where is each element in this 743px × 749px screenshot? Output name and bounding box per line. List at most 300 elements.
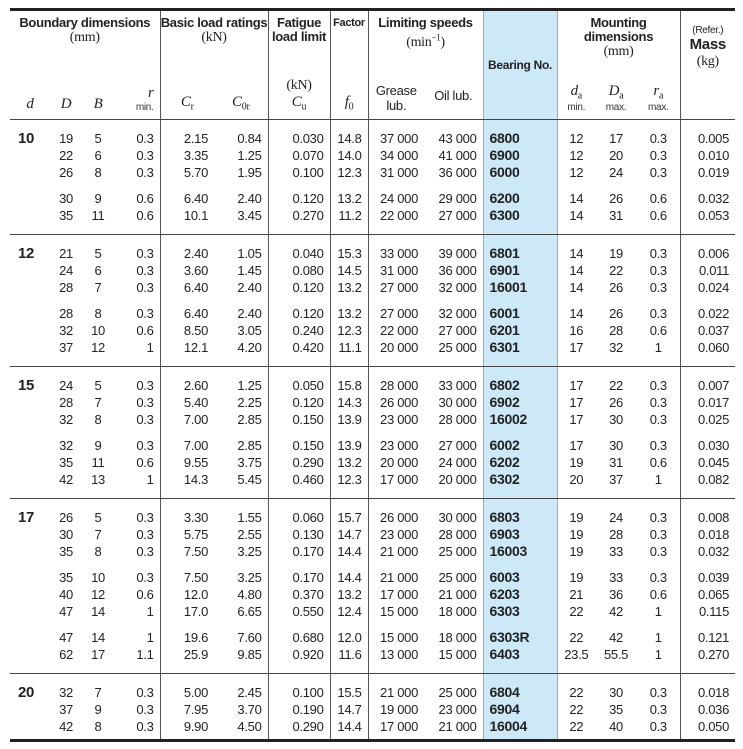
cell-Da: 26 bbox=[609, 191, 623, 206]
spacer-cell bbox=[114, 235, 160, 246]
cell-ra: 1 bbox=[654, 647, 662, 662]
speeds-unit-sup: −1 bbox=[431, 32, 441, 42]
spacer-cell bbox=[637, 663, 680, 674]
spacer-cell bbox=[368, 367, 424, 378]
spacer-cell bbox=[595, 296, 637, 305]
cell-da: 14 bbox=[569, 246, 584, 261]
spacer-cell bbox=[330, 296, 368, 305]
spacer-cell bbox=[595, 674, 637, 685]
cell-oil-speed: 27 000 bbox=[438, 208, 477, 223]
spacer-cell bbox=[680, 120, 735, 131]
spacer-cell bbox=[330, 224, 368, 235]
oil-label: Oil lub. bbox=[434, 88, 473, 103]
cell-oil-speed: 36 000 bbox=[438, 165, 477, 180]
cell-c0r: 4.20 bbox=[237, 340, 262, 355]
cell-cu: 0.550 bbox=[268, 603, 330, 620]
cell-cu: 0.170 bbox=[268, 543, 330, 560]
cell-cu: 0.270 bbox=[268, 207, 330, 224]
cell-Da: 33 bbox=[609, 570, 623, 585]
cell-r: 0.3 bbox=[136, 544, 154, 559]
spacer-cell bbox=[483, 735, 557, 741]
cell-f0: 13.2 bbox=[330, 454, 368, 471]
cell-grease-speed: 22 000 bbox=[368, 207, 424, 224]
cell-c0r: 3.75 bbox=[237, 455, 262, 470]
cell-mass: 0.270 bbox=[680, 646, 735, 663]
table-row bbox=[10, 586, 735, 603]
cell-mass: 0.050 bbox=[680, 718, 735, 735]
spacer-cell bbox=[82, 181, 114, 190]
spacer-cell bbox=[50, 674, 82, 685]
spacer-cell bbox=[557, 296, 595, 305]
cell-D: 21 bbox=[59, 246, 73, 261]
cell-oil-speed: 28 000 bbox=[438, 412, 477, 427]
cell-oil-speed: 24 000 bbox=[438, 455, 477, 470]
cell-c0r: 2.40 bbox=[237, 191, 262, 206]
col-cu bbox=[268, 59, 330, 120]
spacer-cell bbox=[595, 181, 637, 190]
spacer-cell bbox=[10, 296, 50, 305]
cell-ra: 0.3 bbox=[649, 412, 667, 427]
spacer-cell bbox=[268, 296, 330, 305]
cell-Da: 17 bbox=[609, 131, 623, 146]
cell-oil-speed: 32 000 bbox=[438, 306, 477, 321]
cell-grease-speed: 27 000 bbox=[368, 305, 424, 322]
cell-oil-speed: 39 000 bbox=[438, 246, 477, 261]
cell-da: 19 bbox=[569, 455, 584, 470]
spacer-cell bbox=[10, 735, 50, 741]
cell-cu: 0.460 bbox=[268, 471, 330, 488]
spacer-row bbox=[10, 620, 735, 629]
cell-da: 23.5 bbox=[564, 647, 589, 662]
spacer-cell bbox=[330, 488, 368, 499]
spacer-cell bbox=[10, 620, 50, 629]
cell-B: 5 bbox=[94, 510, 102, 525]
cell-cu: 0.370 bbox=[268, 586, 330, 603]
table-row bbox=[10, 305, 735, 322]
cell-cr: 6.40 bbox=[160, 279, 214, 296]
spacer-cell bbox=[368, 499, 424, 510]
spacer-cell bbox=[680, 367, 735, 378]
cell-oil-speed: 20 000 bbox=[438, 472, 477, 487]
spacer-cell bbox=[637, 428, 680, 437]
cell-f0: 15.3 bbox=[330, 245, 368, 262]
cell-c0r: 3.25 bbox=[237, 570, 262, 585]
table-row bbox=[10, 262, 735, 279]
cell-Da: 42 bbox=[609, 630, 623, 645]
cell-f0: 14.4 bbox=[330, 543, 368, 560]
cell-bearing-no: 6801 bbox=[483, 245, 557, 262]
cell-B: 10 bbox=[91, 570, 105, 585]
spacer-cell bbox=[50, 663, 82, 674]
cell-da: 19 bbox=[569, 510, 584, 525]
spacer-cell bbox=[160, 367, 214, 378]
spacer-cell bbox=[680, 235, 735, 246]
spacer-cell bbox=[483, 235, 557, 246]
cell-c0r: 0.84 bbox=[237, 131, 262, 146]
bore-d bbox=[10, 718, 50, 735]
spacer-cell bbox=[330, 367, 368, 378]
spacer-cell bbox=[160, 488, 214, 499]
spacer-cell bbox=[50, 367, 82, 378]
cell-D: 35 bbox=[59, 208, 73, 223]
cell-Da: 20 bbox=[609, 148, 623, 163]
spacer-cell bbox=[424, 560, 483, 569]
spacer-cell bbox=[268, 356, 330, 367]
spacer-cell bbox=[268, 560, 330, 569]
mounting-unit: (mm) bbox=[603, 44, 634, 59]
cell-oil-speed: 30 000 bbox=[438, 395, 477, 410]
table-row bbox=[10, 471, 735, 488]
cell-bearing-no: 16004 bbox=[483, 718, 557, 735]
cell-c0r: 4.80 bbox=[237, 587, 262, 602]
spacer-cell bbox=[10, 488, 50, 499]
spacer-cell bbox=[160, 674, 214, 685]
spacer-cell bbox=[50, 181, 82, 190]
cell-oil-speed: 27 000 bbox=[438, 323, 477, 338]
cell-ra: 0.3 bbox=[649, 378, 667, 393]
cell-cu: 0.130 bbox=[268, 526, 330, 543]
cell-c0r: 2.85 bbox=[237, 438, 262, 453]
spacer-row bbox=[10, 674, 735, 685]
bore-d bbox=[10, 147, 50, 164]
cell-D: 26 bbox=[59, 165, 73, 180]
cell-Da: 28 bbox=[609, 323, 623, 338]
spacer-cell bbox=[330, 428, 368, 437]
bore-d bbox=[10, 305, 50, 322]
cell-cr: 12.0 bbox=[160, 586, 214, 603]
bore-d: 20 bbox=[18, 684, 35, 701]
cell-da: 14 bbox=[569, 191, 584, 206]
spacer-cell bbox=[424, 674, 483, 685]
spacer-cell bbox=[330, 560, 368, 569]
cell-cu: 0.060 bbox=[268, 509, 330, 526]
cell-B: 12 bbox=[91, 587, 105, 602]
cell-mass: 0.036 bbox=[680, 701, 735, 718]
cell-cu: 0.080 bbox=[268, 262, 330, 279]
cell-mass: 0.024 bbox=[680, 279, 735, 296]
cell-grease-speed: 37 000 bbox=[368, 130, 424, 147]
spacer-row bbox=[10, 488, 735, 499]
spacer-cell bbox=[114, 674, 160, 685]
spacer-row bbox=[10, 367, 735, 378]
spacer-cell bbox=[637, 224, 680, 235]
spacer-cell bbox=[368, 181, 424, 190]
spacer-cell bbox=[637, 560, 680, 569]
cell-grease-speed: 17 000 bbox=[368, 718, 424, 735]
cell-grease-speed: 31 000 bbox=[368, 164, 424, 181]
cell-oil-speed: 21 000 bbox=[438, 719, 477, 734]
cell-grease-speed: 20 000 bbox=[368, 454, 424, 471]
spacer-cell bbox=[214, 235, 268, 246]
cell-B: 9 bbox=[94, 438, 102, 453]
cell-grease-speed: 13 000 bbox=[368, 646, 424, 663]
cell-D: 42 bbox=[59, 472, 73, 487]
cell-cu: 0.420 bbox=[268, 339, 330, 356]
cell-D: 22 bbox=[59, 148, 73, 163]
spacer-cell bbox=[557, 620, 595, 629]
col-c0r-symbol: C bbox=[232, 94, 242, 111]
cell-cu: 0.120 bbox=[268, 305, 330, 322]
cell-D: 35 bbox=[59, 544, 73, 559]
spacer-cell bbox=[160, 428, 214, 437]
cell-f0: 12.0 bbox=[330, 629, 368, 646]
cell-D: 32 bbox=[59, 438, 73, 453]
spacer-cell bbox=[595, 120, 637, 131]
cell-cr: 5.00 bbox=[160, 684, 214, 701]
mass-refer: (Refer.) bbox=[692, 25, 724, 36]
spacer-cell bbox=[637, 296, 680, 305]
cell-Da: 28 bbox=[609, 527, 623, 542]
bore-d bbox=[10, 437, 50, 454]
spacer-cell bbox=[268, 367, 330, 378]
spacer-cell bbox=[50, 735, 82, 741]
cell-oil-speed: 32 000 bbox=[438, 280, 477, 295]
cell-bearing-no: 6000 bbox=[483, 164, 557, 181]
cell-bearing-no: 6303 bbox=[483, 603, 557, 620]
col-ra-sub: a bbox=[658, 91, 664, 102]
cell-Da: 55.5 bbox=[603, 647, 629, 662]
cell-ra: 1 bbox=[654, 604, 662, 619]
cell-mass: 0.039 bbox=[680, 569, 735, 586]
cell-f0: 15.7 bbox=[330, 509, 368, 526]
table-row bbox=[10, 646, 735, 663]
cell-B: 9 bbox=[94, 191, 102, 206]
cell-cr: 9.55 bbox=[160, 454, 214, 471]
cell-bearing-no: 16001 bbox=[483, 279, 557, 296]
cell-B: 8 bbox=[94, 719, 102, 734]
spacer-cell bbox=[557, 235, 595, 246]
cell-oil-speed: 41 000 bbox=[438, 148, 477, 163]
spacer-row bbox=[10, 120, 735, 131]
spacer-cell bbox=[10, 120, 50, 131]
table-row bbox=[10, 701, 735, 718]
cell-bearing-no: 6202 bbox=[483, 454, 557, 471]
col-r-sub: min. bbox=[135, 102, 154, 113]
spacer-cell bbox=[330, 499, 368, 510]
table-row bbox=[10, 629, 735, 646]
spacer-cell bbox=[557, 367, 595, 378]
cell-cr: 14.3 bbox=[160, 471, 214, 488]
cell-ra: 0.3 bbox=[649, 719, 667, 734]
cell-D: 47 bbox=[59, 630, 73, 645]
fatigue-header bbox=[268, 10, 330, 60]
cell-Da: 35 bbox=[609, 702, 623, 717]
cell-D: 35 bbox=[59, 455, 73, 470]
spacer-cell bbox=[483, 120, 557, 131]
cell-mass: 0.007 bbox=[680, 377, 735, 394]
bearing-dimensions-table bbox=[10, 8, 735, 742]
cell-f0: 14.8 bbox=[330, 130, 368, 147]
spacer-cell bbox=[483, 224, 557, 235]
cell-oil-speed: 25 000 bbox=[438, 570, 477, 585]
spacer-cell bbox=[10, 560, 50, 569]
cell-bearing-no: 6901 bbox=[483, 262, 557, 279]
bore-d: 15 bbox=[18, 377, 35, 394]
bearing-no-label: Bearing No. bbox=[487, 58, 553, 72]
spacer-cell bbox=[680, 224, 735, 235]
cell-B: 6 bbox=[94, 148, 102, 163]
cell-ra: 0.3 bbox=[649, 395, 667, 410]
spacer-cell bbox=[82, 674, 114, 685]
table-row bbox=[10, 339, 735, 356]
spacer-cell bbox=[368, 674, 424, 685]
table-row bbox=[10, 207, 735, 224]
col-Da-symbol: D bbox=[608, 83, 620, 100]
spacer-cell bbox=[595, 428, 637, 437]
cell-cu: 0.920 bbox=[268, 646, 330, 663]
cell-c0r: 3.45 bbox=[237, 208, 262, 223]
cell-B: 9 bbox=[94, 702, 102, 717]
spacer-cell bbox=[368, 120, 424, 131]
col-Da-sub: a bbox=[619, 91, 624, 102]
spacer-row bbox=[10, 356, 735, 367]
cell-grease-speed: 28 000 bbox=[368, 377, 424, 394]
cell-c0r: 3.70 bbox=[237, 702, 262, 717]
cell-r: 1 bbox=[146, 340, 154, 355]
cell-da: 17 bbox=[569, 395, 584, 410]
table-row bbox=[10, 454, 735, 471]
bore-d bbox=[10, 339, 50, 356]
cell-cu: 0.680 bbox=[268, 629, 330, 646]
cell-bearing-no: 6200 bbox=[483, 190, 557, 207]
spacer-cell bbox=[50, 620, 82, 629]
cell-cu: 0.040 bbox=[268, 245, 330, 262]
cell-da: 14 bbox=[569, 306, 584, 321]
cell-D: 28 bbox=[59, 306, 73, 321]
table-row bbox=[10, 190, 735, 207]
spacer-cell bbox=[680, 356, 735, 367]
cell-bearing-no: 6201 bbox=[483, 322, 557, 339]
spacer-cell bbox=[424, 488, 483, 499]
cell-D: 37 bbox=[59, 340, 73, 355]
cell-grease-speed: 26 000 bbox=[368, 509, 424, 526]
spacer-cell bbox=[330, 663, 368, 674]
spacer-cell bbox=[424, 620, 483, 629]
table-row bbox=[10, 603, 735, 620]
col-cr-symbol: C bbox=[180, 94, 191, 111]
cell-mass: 0.037 bbox=[680, 322, 735, 339]
cell-ra: 0.3 bbox=[649, 544, 667, 559]
cell-da: 12 bbox=[569, 148, 584, 163]
spacer-cell bbox=[637, 488, 680, 499]
bore-d: 12 bbox=[18, 245, 35, 262]
cell-mass: 0.121 bbox=[680, 629, 735, 646]
cell-bearing-no: 6902 bbox=[483, 394, 557, 411]
cell-D: 37 bbox=[59, 702, 73, 717]
cell-grease-speed: 17 000 bbox=[368, 586, 424, 603]
table-row bbox=[10, 526, 735, 543]
cell-cr: 5.70 bbox=[160, 164, 214, 181]
cell-ra: 0.3 bbox=[649, 527, 667, 542]
spacer-cell bbox=[424, 735, 483, 741]
cell-f0: 11.1 bbox=[330, 339, 368, 356]
cell-mass: 0.005 bbox=[680, 130, 735, 147]
spacer-cell bbox=[424, 235, 483, 246]
cell-r: 0.3 bbox=[136, 702, 154, 717]
spacer-cell bbox=[50, 428, 82, 437]
cell-ra: 0.3 bbox=[649, 510, 667, 525]
spacer-cell bbox=[637, 120, 680, 131]
cell-ra: 0.3 bbox=[649, 165, 667, 180]
spacer-cell bbox=[483, 488, 557, 499]
cell-r: 0.3 bbox=[136, 570, 154, 585]
speeds-unit-end: ) bbox=[440, 34, 445, 50]
cell-r: 0.3 bbox=[136, 306, 154, 321]
spacer-cell bbox=[82, 224, 114, 235]
cell-cr: 17.0 bbox=[160, 603, 214, 620]
spacer-cell bbox=[114, 663, 160, 674]
spacer-cell bbox=[424, 296, 483, 305]
spacer-cell bbox=[10, 224, 50, 235]
cell-cr: 6.40 bbox=[160, 305, 214, 322]
cell-grease-speed: 23 000 bbox=[368, 526, 424, 543]
spacer-cell bbox=[595, 235, 637, 246]
spacer-cell bbox=[10, 367, 50, 378]
cell-bearing-no: 6203 bbox=[483, 586, 557, 603]
spacer-cell bbox=[50, 224, 82, 235]
cell-B: 11 bbox=[91, 455, 105, 470]
bore-d bbox=[10, 411, 50, 428]
spacer-cell bbox=[214, 488, 268, 499]
cell-mass: 0.060 bbox=[680, 339, 735, 356]
col-f0-sub: 0 bbox=[348, 102, 354, 113]
spacer-cell bbox=[268, 674, 330, 685]
spacer-cell bbox=[680, 620, 735, 629]
spacer-cell bbox=[424, 356, 483, 367]
spacer-cell bbox=[82, 488, 114, 499]
cell-da: 17 bbox=[569, 412, 584, 427]
cell-D: 32 bbox=[59, 412, 73, 427]
cell-cr: 7.50 bbox=[160, 543, 214, 560]
cell-Da: 30 bbox=[609, 412, 623, 427]
cell-bearing-no: 6903 bbox=[483, 526, 557, 543]
cell-bearing-no: 16002 bbox=[483, 411, 557, 428]
spacer-cell bbox=[557, 560, 595, 569]
cell-c0r: 2.25 bbox=[237, 395, 262, 410]
spacer-cell bbox=[214, 296, 268, 305]
cell-B: 12 bbox=[91, 340, 105, 355]
spacer-cell bbox=[160, 560, 214, 569]
cell-cu: 0.050 bbox=[268, 377, 330, 394]
cell-cr: 7.00 bbox=[160, 437, 214, 454]
cell-D: 42 bbox=[59, 719, 73, 734]
cell-oil-speed: 33 000 bbox=[438, 378, 477, 393]
load-unit: (kN) bbox=[201, 30, 227, 45]
cell-r: 0.3 bbox=[136, 395, 154, 410]
cell-da: 19 bbox=[569, 544, 584, 559]
cell-da: 22 bbox=[569, 702, 584, 717]
col-d: d bbox=[10, 59, 50, 120]
cell-grease-speed: 23 000 bbox=[368, 437, 424, 454]
bore-d bbox=[10, 603, 50, 620]
spacer-cell bbox=[114, 120, 160, 131]
cell-mass: 0.018 bbox=[680, 684, 735, 701]
cell-mass: 0.017 bbox=[680, 394, 735, 411]
factor-header bbox=[330, 10, 368, 60]
bore-d bbox=[10, 646, 50, 663]
cell-r: 0.3 bbox=[136, 148, 154, 163]
cell-grease-speed: 23 000 bbox=[368, 411, 424, 428]
spacer-row bbox=[10, 428, 735, 437]
spacer-cell bbox=[557, 735, 595, 741]
cell-da: 17 bbox=[569, 438, 584, 453]
cell-f0: 13.9 bbox=[330, 437, 368, 454]
mass-unit: (kg) bbox=[696, 54, 719, 69]
spacer-cell bbox=[10, 674, 50, 685]
spacer-cell bbox=[114, 224, 160, 235]
spacer-cell bbox=[424, 428, 483, 437]
bearing-table-container bbox=[10, 8, 735, 742]
